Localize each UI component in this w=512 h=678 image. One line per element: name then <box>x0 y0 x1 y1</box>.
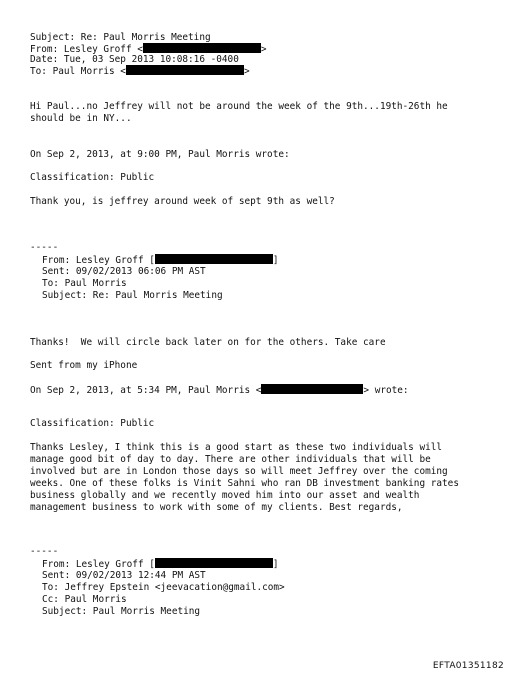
redaction-box <box>155 254 273 264</box>
paragraph-line: weeks. One of these folks is Vinit Sahni who ran DB investment banking rates <box>30 478 459 489</box>
classification-line: Classification: Public <box>30 172 155 183</box>
quoted-from-close: ] <box>272 559 279 570</box>
quote-attribution: On Sep 2, 2013, at 9:00 PM, Paul Morris wrote: <box>30 149 290 160</box>
paragraph-line: business globally and we recently moved him into our asset and wealth <box>30 490 420 501</box>
subject-line: Subject: Re: Paul Morris Meeting <box>30 32 211 43</box>
quoted-from-label: From: Lesley Groff [ <box>42 255 155 266</box>
attribution-label: On Sep 2, 2013, at 5:34 PM, Paul Morris < <box>30 385 262 396</box>
separator: ----- <box>30 546 59 557</box>
quoted-to-line: To: Jeffrey Epstein <jeevacation@gmail.com> <box>42 582 285 593</box>
signature-line: Sent from my iPhone <box>30 360 138 371</box>
quoted-cc-line: Cc: Paul Morris <box>42 594 127 605</box>
body-line: Thank you, is jeffrey around week of sept 9th as well? <box>30 196 335 207</box>
quoted-subject-line: Subject: Paul Morris Meeting <box>42 606 201 617</box>
body-line: Hi Paul...no Jeffrey will not be around the week of the 9th...19th-26th he <box>30 101 448 112</box>
quoted-sent-line: Sent: 09/02/2013 06:06 PM AST <box>42 266 206 277</box>
from-close: > <box>260 44 267 55</box>
redaction-box <box>126 65 244 75</box>
quoted-from-line <box>42 558 279 570</box>
quoted-from-label: From: Lesley Groff [ <box>42 559 155 570</box>
body-line: Thanks! We will circle back later on for the others. Take care <box>30 337 386 348</box>
redaction-box <box>261 384 363 394</box>
to-close: > <box>243 66 250 77</box>
quote-attribution <box>30 384 409 396</box>
redaction-box <box>143 43 261 53</box>
quoted-sent-line: Sent: 09/02/2013 12:44 PM AST <box>42 570 206 581</box>
paragraph-line: manage good bit of day to day. There are other individuals that will be <box>30 454 431 465</box>
date-line: Date: Tue, 03 Sep 2013 10:08:16 -0400 <box>30 54 239 65</box>
quoted-to-line: To: Paul Morris <box>42 278 127 289</box>
paragraph-line: involved but are in London those days so will meet Jeffrey over the coming <box>30 466 448 477</box>
quoted-from-line <box>42 254 279 266</box>
paragraph-line: Thanks Lesley, I think this is a good start as these two individuals will <box>30 442 443 453</box>
paragraph-line: management business to work with some of my clients. Best regards, <box>30 502 403 513</box>
classification-line: Classification: Public <box>30 418 155 429</box>
body-line: should be in NY... <box>30 113 132 124</box>
quoted-from-close: ] <box>272 255 279 266</box>
to-line <box>30 65 250 77</box>
from-label: From: Lesley Groff < <box>30 44 143 55</box>
bates-number: EFTA01351182 <box>432 661 504 671</box>
attribution-close: > wrote: <box>363 385 409 396</box>
quoted-subject-line: Subject: Re: Paul Morris Meeting <box>42 290 223 301</box>
to-label: To: Paul Morris < <box>30 66 126 77</box>
separator: ----- <box>30 242 59 253</box>
redaction-box <box>155 558 273 568</box>
